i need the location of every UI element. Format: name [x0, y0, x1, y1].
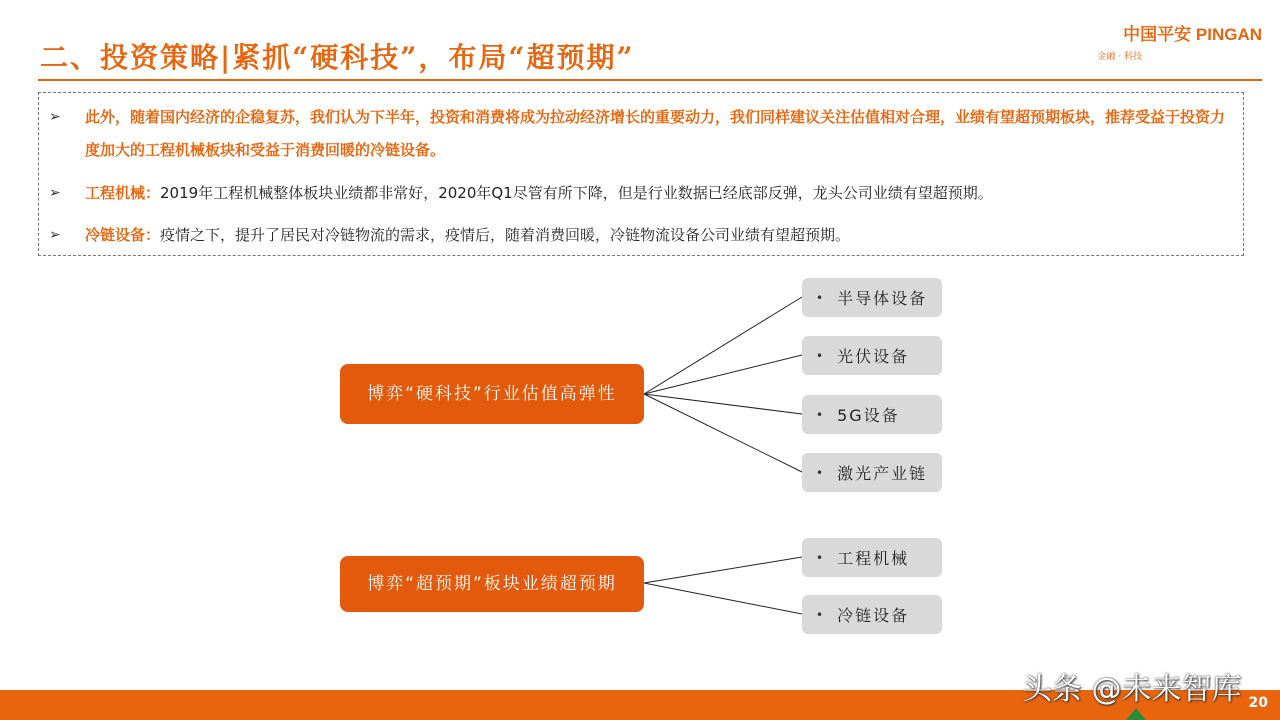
bullet-text-engineering: 2019年工程机械整体板块业绩都非常好，2020年Q1尽管有所下降，但是行业数据已经底部反弹，龙头公司业绩有望超预期。: [160, 184, 993, 202]
leaf-label: 冷链设备: [837, 606, 910, 625]
leaf-label: 激光产业链: [837, 464, 928, 483]
connector-line: [644, 355, 802, 394]
bullet-text-intro: 此外，随着国内经济的企稳复苏，我们认为下半年，投资和消费将成为拉动经济增长的重要动力，我们同样建议关注估值相对合理，业绩有望超预期板块，推荐受益于投资力度加大的工程机械板块和受益于消费回暖的冷链设备。: [85, 108, 1226, 159]
leaf-label: 半导体设备: [837, 289, 928, 308]
connector-line: [644, 557, 802, 583]
leaf-cold-chain: [802, 595, 942, 634]
footer-logo-icon: [1126, 708, 1146, 720]
bullet-dot-icon: •: [816, 290, 826, 305]
node-hardtech: 博弈“硬科技”行业估值高弹性: [340, 364, 644, 424]
leaf-label: 工程机械: [837, 549, 910, 568]
leaf-label: 光伏设备: [837, 347, 910, 366]
node-beat-expectations: 博弈“超预期”板块业绩超预期: [340, 556, 644, 612]
bullet-arrow-icon: ➢: [49, 185, 61, 201]
leaf-5g: [802, 395, 942, 434]
watermark: 头条 @未来智库: [1022, 672, 1242, 707]
page-title: 二、投资策略|紧抓“硬科技”，布局“超预期”: [40, 41, 635, 74]
leaf-engineering-machinery: [802, 538, 942, 577]
bullet-dot-icon: •: [816, 348, 826, 363]
bullet-arrow-icon: ➢: [49, 227, 61, 243]
leaf-laser: [802, 453, 942, 492]
leaf-label: 5G设备: [837, 406, 900, 425]
page-number: 20: [1248, 695, 1268, 711]
bullet-lead-engineering: 工程机械：: [85, 184, 161, 202]
connector-line: [644, 583, 802, 614]
connector-line: [644, 394, 802, 472]
logo-text: 中国平安 PINGAN: [1123, 25, 1262, 44]
leaf-photovoltaic: [802, 336, 942, 375]
connector-line: [644, 297, 802, 394]
logo-subtext: 金融 · 科技: [1097, 52, 1142, 62]
bullet-lead-coldchain: 冷链设备：: [85, 226, 161, 244]
bullet-dot-icon: •: [816, 607, 826, 622]
leaf-semiconductor: [802, 278, 942, 317]
bullet-arrow-icon: ➢: [49, 109, 61, 125]
bullet-dot-icon: •: [816, 465, 826, 480]
bullet-dot-icon: •: [816, 407, 826, 422]
connector-line: [644, 394, 802, 414]
bullet-dot-icon: •: [816, 550, 826, 565]
bullet-text-coldchain: 疫情之下，提升了居民对冷链物流的需求，疫情后，随着消费回暖，冷链物流设备公司业绩有望超预期。: [160, 226, 851, 244]
